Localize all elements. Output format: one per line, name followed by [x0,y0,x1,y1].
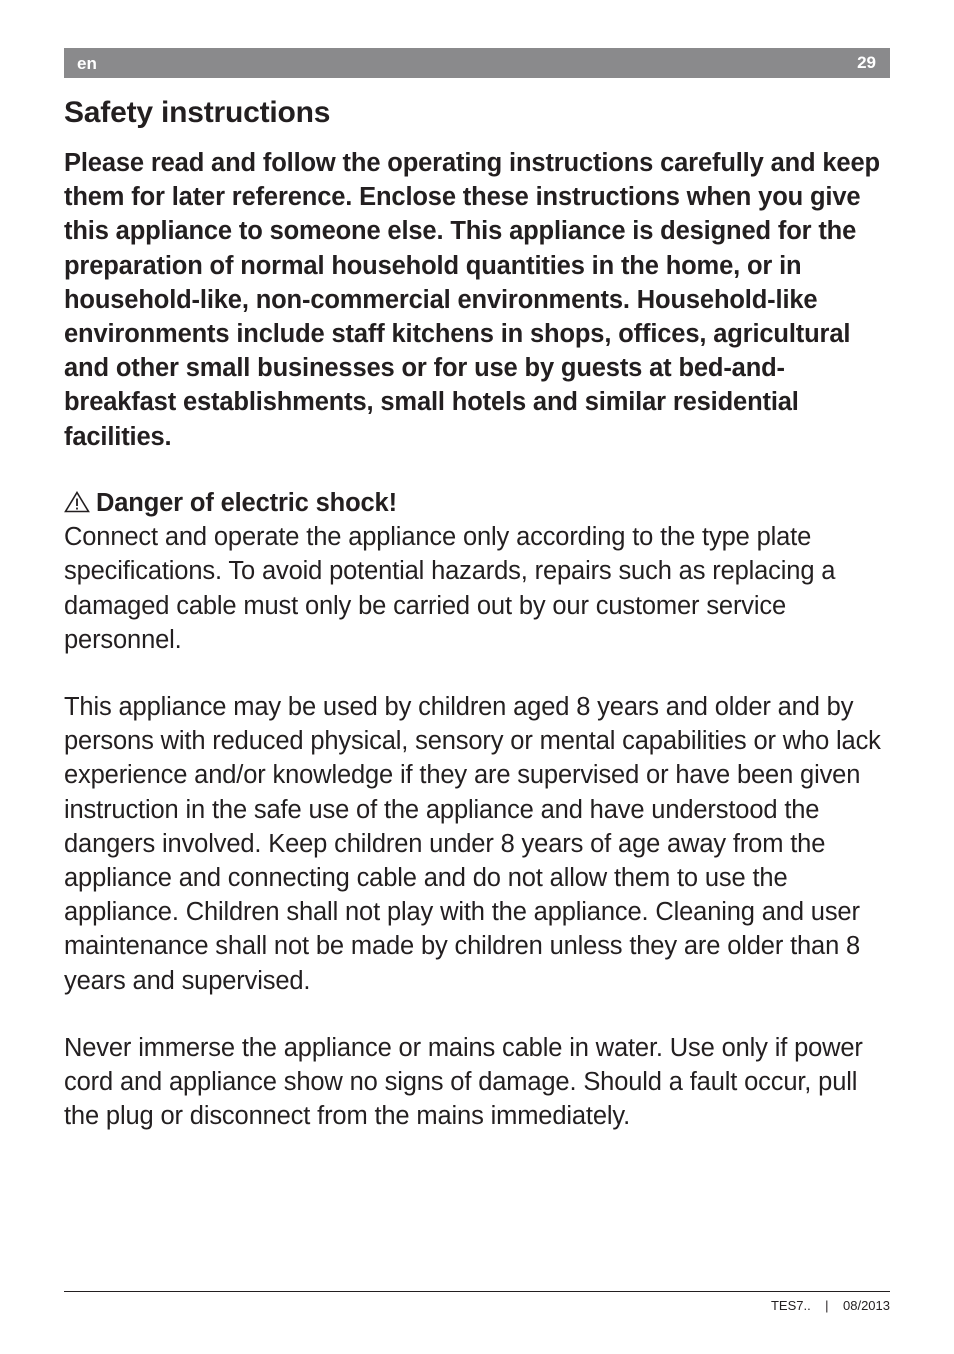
footer-reference [771,1298,890,1313]
warning-triangle-icon [64,491,90,513]
intro-paragraph: Please read and follow the operating instructions carefully and keep them for later reference. Enclose these instructions when you give this appliance to someone else. This appliance is designed for the preparation of normal household quantities in the home, or in household-like, non-commercial environments. Household-like environments include staff kitchens in shops, offices, agricultural and other small businesses or for use by guests at bed-and-breakfast establishments, small hotels and similar residential facilities. [64,149,880,451]
warning-section [64,486,894,657]
footer-model: TES7.. [770,1298,811,1313]
page-title: Safety instructions [64,96,331,129]
water-paragraph: Never immerse the appliance or mains cable in water. Use only if power cord and appliance show no signs of damage. Should a fault occur, pull the plug or disconnect from the mains immediately. [64,1034,863,1131]
footer-separator: | [825,1298,829,1313]
language-code: en [77,54,97,73]
page-number: 29 [857,53,876,72]
footer-divider [64,1291,890,1292]
warning-heading-text: Danger of electric shock! [96,489,397,517]
header-bar [64,48,890,78]
warning-heading [64,486,894,520]
children-paragraph: This appliance may be used by children aged 8 years and older and by persons with reduced physical, sensory or mental capabilities or who lack experience and/or knowledge if they are supervised or have been given instruction in the safe use of the appliance and have understood the dangers involved. Keep children under 8 years of age away from the appliance and connecting cable and do not allow them to use the appliance. Children shall not play with the appliance. Cleaning and user maintenance shall not be made by children unless they are older than 8 years and supervised. [64,693,881,995]
footer-date: 08/2013 [843,1298,890,1313]
warning-text: Connect and operate the appliance only according to the type plate specifications. To avoid potential hazards, repairs such as replacing a damaged cable must only be carried out by our customer service personnel. [64,523,836,654]
